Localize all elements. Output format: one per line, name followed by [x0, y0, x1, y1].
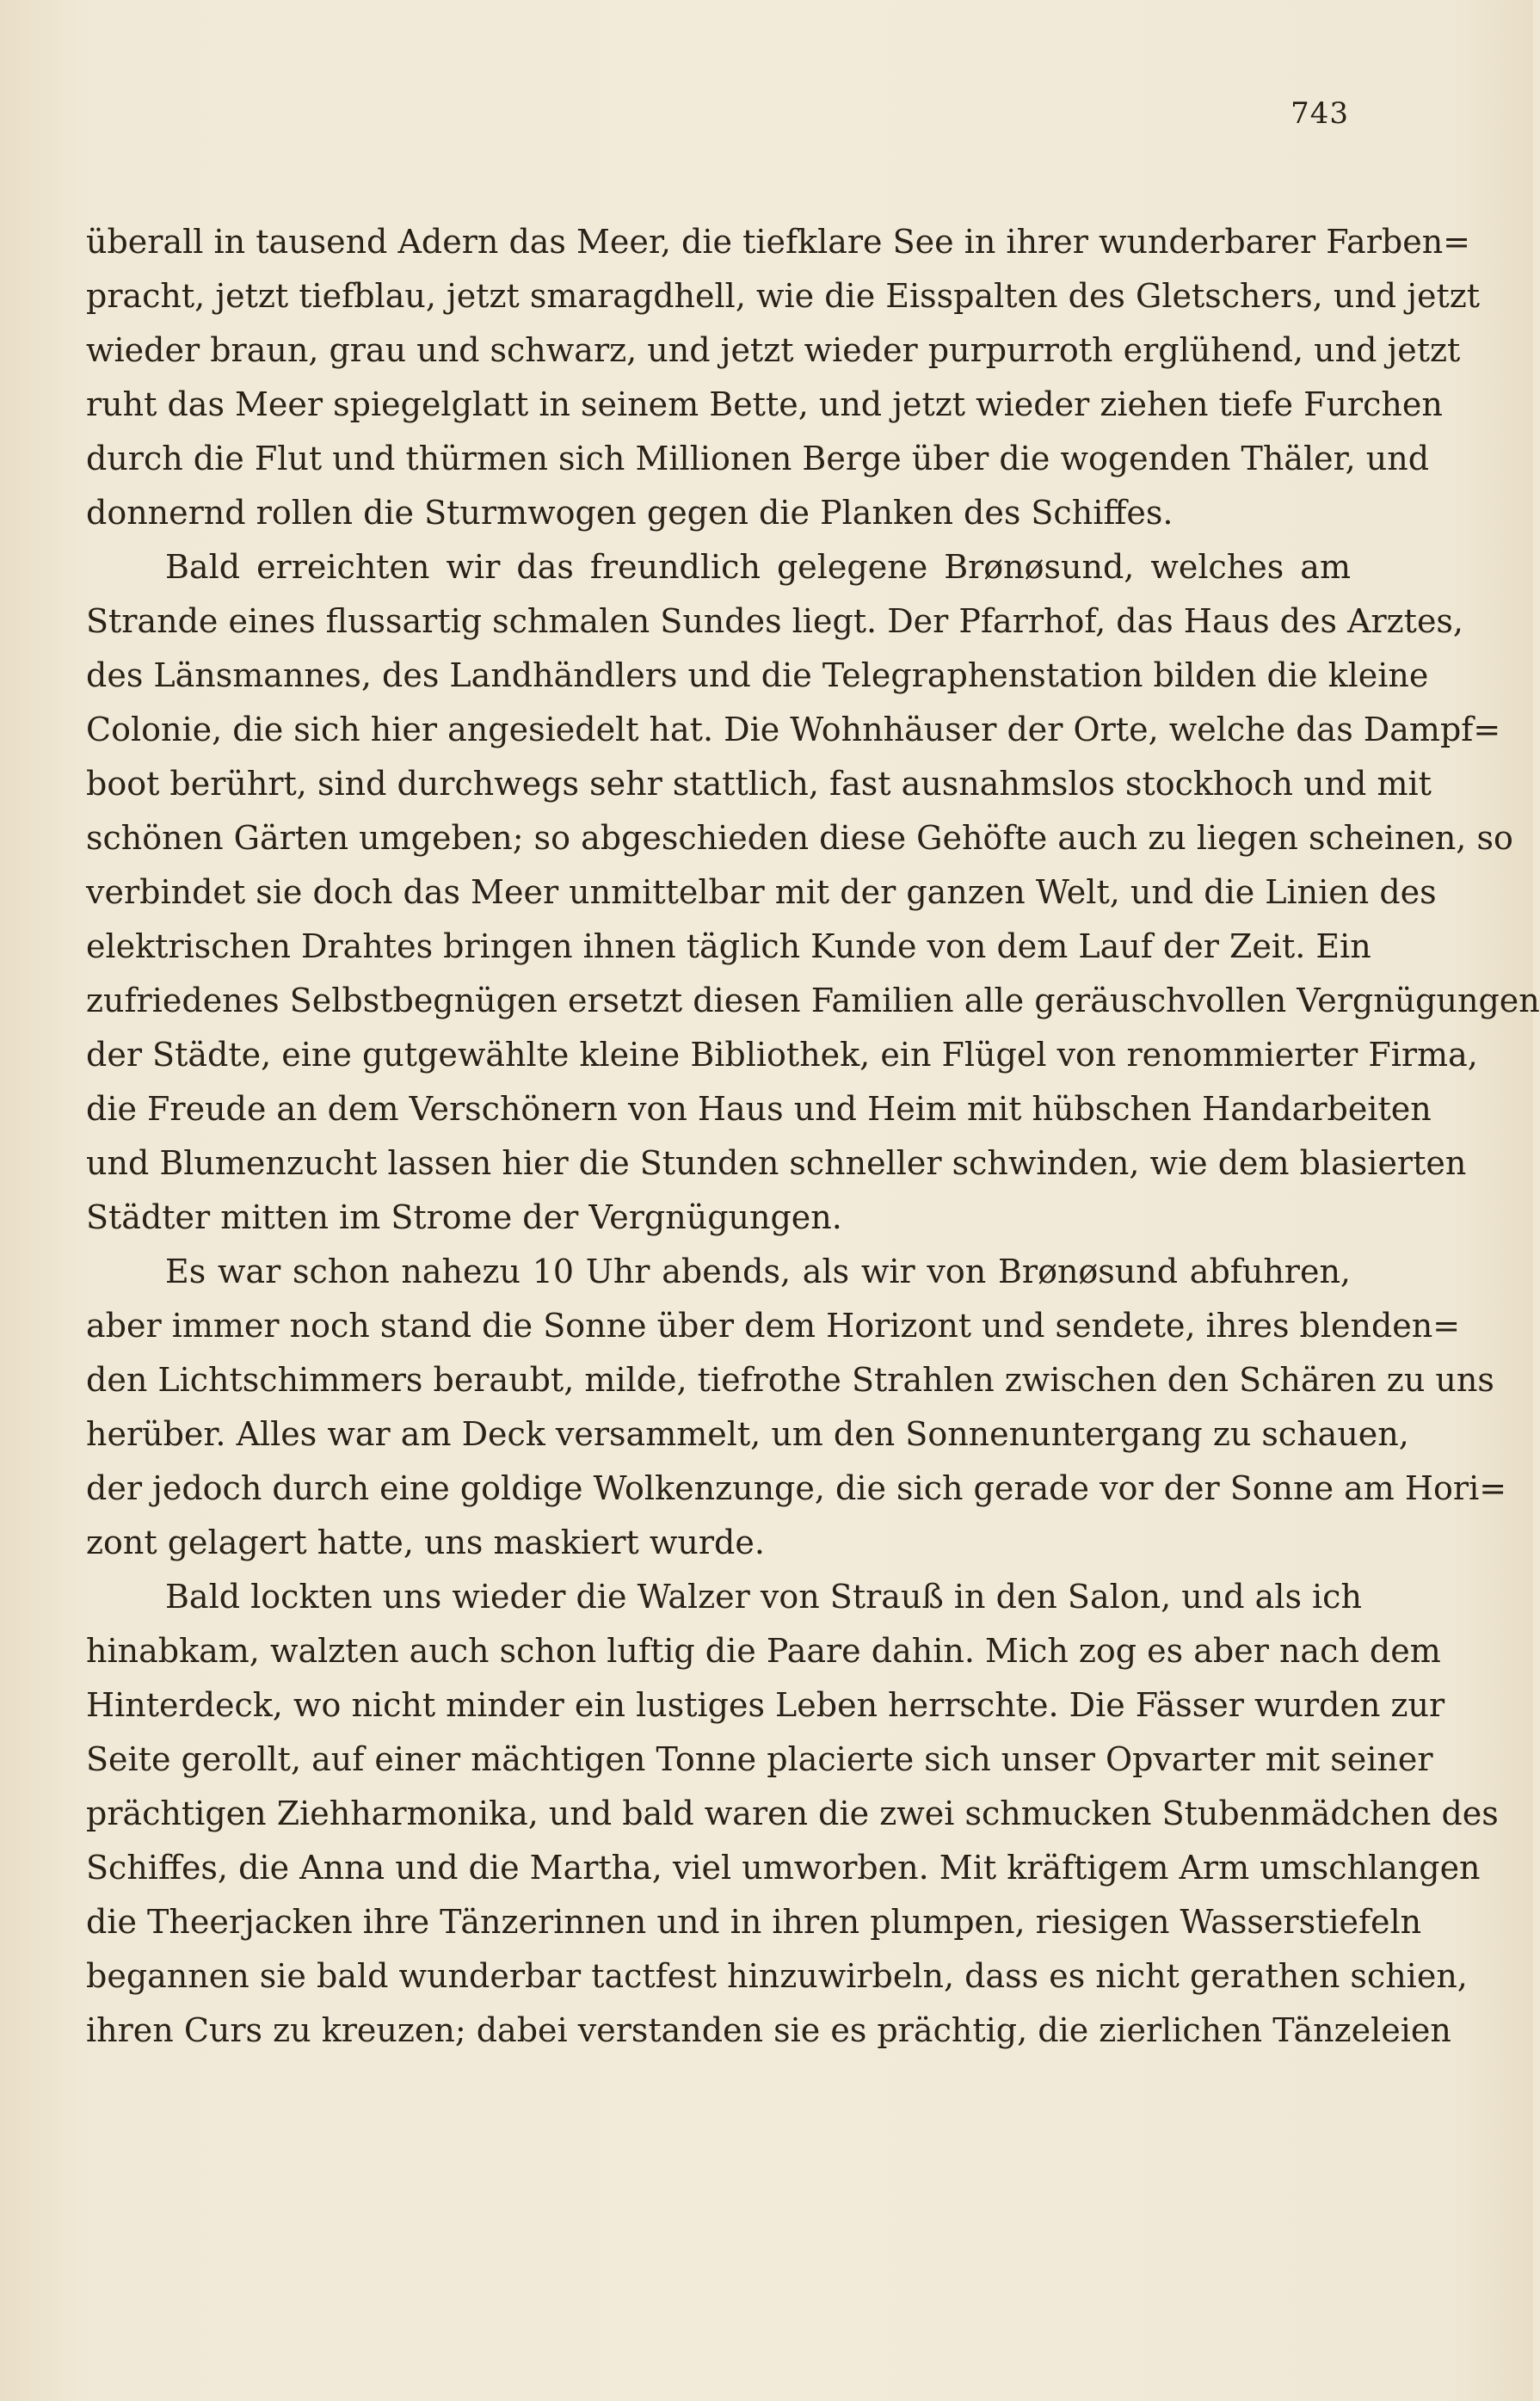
text-line: Hinterdeck, wo nicht minder ein lustiges Leben herrschte. Die Fässer wurden zur	[86, 1686, 1445, 1724]
text-line: und Blumenzucht lassen hier die Stunden schneller schwinden, wie dem blasierten	[86, 1144, 1467, 1182]
text-line: die Freude an dem Verschönern von Haus und Heim mit hübschen Handarbeiten	[86, 1090, 1432, 1128]
text-line: durch die Flut und thürmen sich Millionen Berge über die wogenden Thäler, und	[86, 440, 1430, 477]
text-line: des Länsmannes, des Landhändlers und die Telegraphenstation bilden die kleine	[86, 656, 1429, 694]
text-line: ihren Curs zu kreuzen; dabei verstanden sie es prächtig, die zierlichen Tänzeleien	[86, 2011, 1451, 2049]
text-line: den Lichtschimmers beraubt, milde, tiefrothe Strahlen zwischen den Schären zu uns	[86, 1361, 1494, 1399]
text-line: Es war schon nahezu 10 Uhr abends, als wir von Brønøsund abfuhren,	[165, 1253, 1351, 1290]
text-line: Colonie, die sich hier angesiedelt hat. Die Wohnhäuser der Orte, welche das Dampf=	[86, 711, 1501, 748]
text-line: prächtigen Ziehharmonika, und bald waren die zwei schmucken Stubenmädchen des	[86, 1795, 1499, 1832]
text-line: Bald lockten uns wieder die Walzer von Strauß in den Salon, und als ich	[165, 1578, 1362, 1616]
text-line: hinabkam, walzten auch schon luftig die Paare dahin. Mich zog es aber nach dem	[86, 1632, 1441, 1670]
text-line: Bald erreichten wir das freundlich gelegene Brønøsund, welches am	[165, 548, 1351, 586]
text-line: der Städte, eine gutgewählte kleine Bibliothek, ein Flügel von renommierter Firma,	[86, 1036, 1478, 1074]
text-line: überall in tausend Adern das Meer, die tiefklare See in ihrer wunderbarer Farben=	[86, 223, 1471, 261]
text-line: der jedoch durch eine goldige Wolkenzunge, die sich gerade vor der Sonne am Hori=	[86, 1469, 1507, 1507]
body-text	[86, 215, 1540, 2058]
text-line: zont gelagert hatte, uns maskiert wurde.	[86, 1524, 765, 1561]
paragraph	[86, 1570, 1499, 2058]
paragraph	[86, 215, 1481, 540]
text-line: donnernd rollen die Sturmwogen gegen die Planken des Schiffes.	[86, 494, 1173, 532]
text-line: Schiffes, die Anna und die Martha, viel umworben. Mit kräftigem Arm umschlangen	[86, 1849, 1481, 1887]
text-line: pracht, jetzt tiefblau, jetzt smaragdhell, wie die Eisspalten des Gletschers, und jetzt	[86, 277, 1481, 315]
text-line: Städter mitten im Strome der Vergnügungen.	[86, 1198, 842, 1236]
text-line: schönen Gärten umgeben; so abgeschieden diese Gehöfte auch zu liegen scheinen, so	[86, 819, 1513, 857]
text-line: Strande eines flussartig schmalen Sundes liegt. Der Pfarrhof, das Haus des Arztes,	[86, 602, 1464, 640]
page-number: 743	[1291, 96, 1349, 131]
text-line: herüber. Alles war am Deck versammelt, um den Sonnenuntergang zu schauen,	[86, 1415, 1409, 1453]
text-line: die Theerjacken ihre Tänzerinnen und in ihren plumpen, riesigen Wasserstiefeln	[86, 1903, 1422, 1941]
text-line: begannen sie bald wunderbar tactfest hinzuwirbeln, dass es nicht gerathen schien,	[86, 1957, 1468, 1995]
text-line: boot berührt, sind durchwegs sehr stattlich, fast ausnahmslos stockhoch und mit	[86, 765, 1432, 803]
text-line: verbindet sie doch das Meer unmittelbar mit der ganzen Welt, und die Linien des	[86, 873, 1437, 911]
text-line: aber immer noch stand die Sonne über dem Horizont und sendete, ihres blenden=	[86, 1307, 1461, 1345]
text-line: zufriedenes Selbstbegnügen ersetzt diesen Familien alle geräuschvollen Vergnügungen	[86, 982, 1540, 1019]
paragraph	[86, 1245, 1507, 1570]
text-line: elektrischen Drahtes bringen ihnen täglich Kunde von dem Lauf der Zeit. Ein	[86, 927, 1371, 965]
text-line: Seite gerollt, auf einer mächtigen Tonne placierte sich unser Opvarter mit seiner	[86, 1740, 1433, 1778]
paragraph	[86, 540, 1540, 1245]
text-line: wieder braun, grau und schwarz, und jetzt wieder purpurroth erglühend, und jetzt	[86, 331, 1461, 369]
text-line: ruht das Meer spiegelglatt in seinem Bette, und jetzt wieder ziehen tiefe Furchen	[86, 385, 1443, 423]
